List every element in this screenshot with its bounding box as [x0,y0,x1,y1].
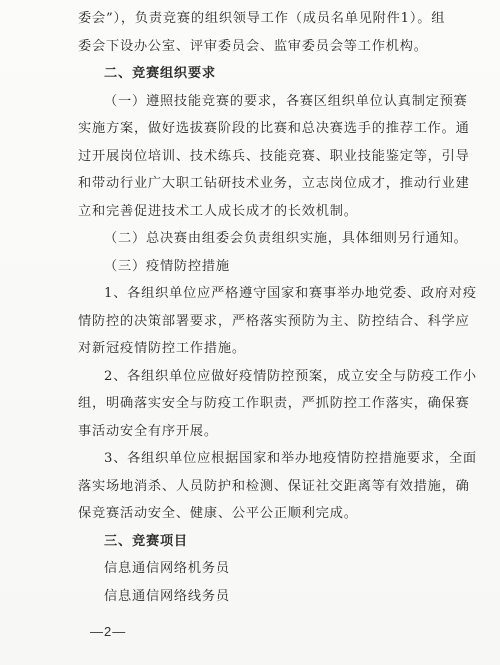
text-line: 1、各组织单位应严格遵守国家和赛事举办地党委、政府对疫 [104,286,477,301]
text-line: 委会”），负责竞赛的组织领导工作（成员名单见附件1）。组 [78,11,446,26]
text-line: 2、各组织单位应做好疫情防控预案，成立安全与防疫工作小 [104,368,477,384]
text-line: 和带动行业广大职工钻研技术业务，立志岗位成才，推动行业建 [78,176,470,191]
text-line: 落实场地消杀、人员防护和检测、保证社交距离等有效措施，确 [78,478,470,494]
text-line: （一）遵照技能竞赛的要求，各赛区组织单位认真制定预赛 [104,93,468,109]
section-heading-3: 三、竞赛项目 [104,533,188,549]
paragraph-epidemic-1 [78,280,480,363]
page-number: —2— [90,624,127,639]
text-line: 委会下设办公室、评审委员会、监审委员会等工作机构。 [78,38,428,54]
paragraph-committee-continued [78,5,480,60]
text-line: 情防控的决策部署要求，严格落实预防为主、防控结合、科学应 [78,313,470,329]
document-body [78,0,480,610]
text-line: 对新冠疫情防控工作措施。 [78,341,246,356]
text-line: （三）疫情防控措施 [104,258,230,274]
text-line: （二）总决赛由组委会负责组织实施，具体细则另行通知。 [104,231,468,246]
text-line: 3、各组织单位应根据国家和举办地疫情防控措施要求，全面 [104,451,477,466]
paragraph-requirements-1 [78,88,480,226]
list-item: 信息通信网络线务员 [104,588,230,604]
text-line: 保竞赛活动安全、健康、公平公正顺利完成。 [78,506,358,521]
text-line: 立和完善促进技术工人成长成才的长效机制。 [78,203,358,219]
paragraph-epidemic-3 [78,445,480,528]
list-item: 信息通信网络机务员 [104,561,230,576]
text-line: 过开展岗位培训、技术练兵、技能竞赛、职业技能鉴定等，引导 [78,148,470,164]
paragraph-epidemic-2 [78,363,480,446]
paragraph-requirements-3 [78,253,480,281]
text-line: 事活动安全有序开展。 [78,423,218,439]
section-heading-2: 二、竞赛组织要求 [104,66,216,81]
paragraph-requirements-2 [78,225,480,253]
text-line: 组，明确落实安全与防疫工作职责，严抓防控工作落实，确保赛 [78,396,470,411]
text-line: 实施方案，做好选拔赛阶段的比赛和总决赛选手的推荐工作。通 [78,121,470,136]
